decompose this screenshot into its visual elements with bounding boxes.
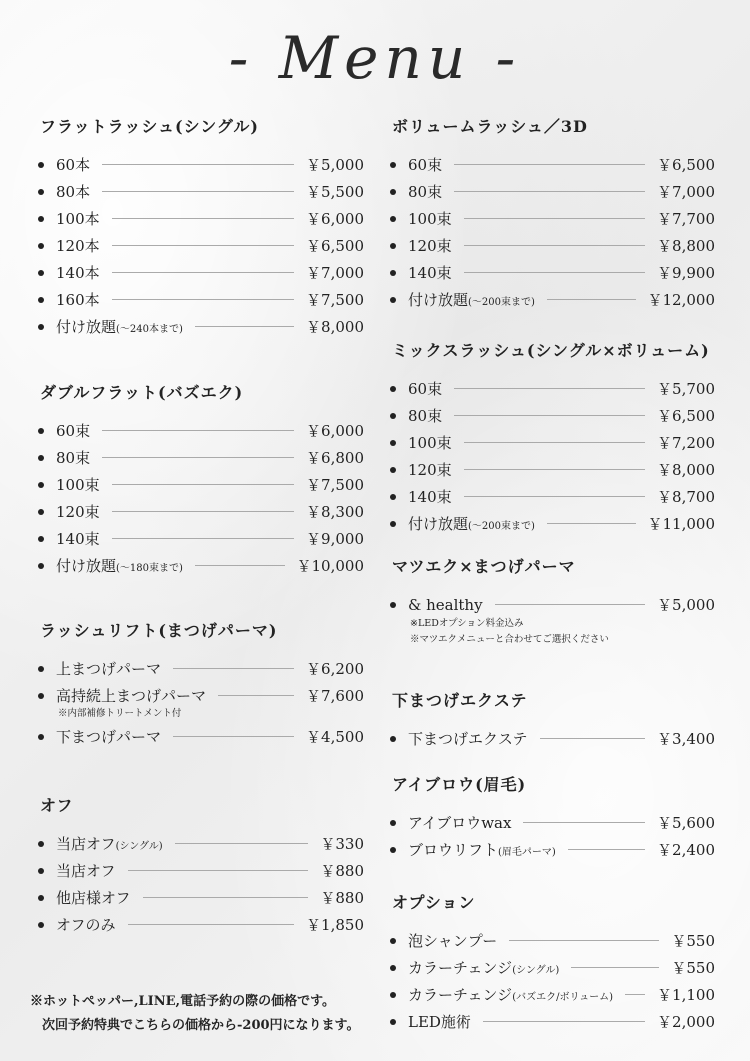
bullet-icon [38, 455, 44, 461]
item-name [56, 235, 100, 256]
item-name-text: ブロウリフト [408, 841, 499, 859]
item-name-text: 泡シャンプー [408, 932, 498, 950]
leader-line [454, 164, 645, 165]
leader-line [175, 843, 309, 844]
leader-line [218, 695, 294, 696]
item-price: ￥7,500 [306, 291, 364, 309]
item-name [56, 289, 100, 310]
menu-item [38, 525, 364, 552]
item-name [56, 833, 163, 854]
item-name-text: 120束 [408, 237, 452, 255]
leader-line [454, 191, 645, 192]
section-title: マツエク×まつげパーマ [392, 557, 576, 576]
menu-item [390, 375, 715, 402]
leader-line [464, 245, 645, 246]
bullet-icon [38, 243, 44, 249]
bullet-icon [390, 216, 396, 222]
menu-item [390, 954, 715, 981]
bullet-icon [38, 162, 44, 168]
item-name [408, 957, 559, 978]
menu-item [390, 456, 715, 483]
item-name [408, 728, 528, 749]
item-name-text: 120束 [56, 503, 100, 521]
bullet-icon [38, 270, 44, 276]
menu-item [38, 417, 364, 444]
menu-item [38, 259, 364, 286]
leader-line [483, 1021, 645, 1022]
menu-title: - Menu - [228, 24, 522, 92]
item-sub: (～200束まで) [468, 297, 535, 308]
item-price: ￥7,500 [306, 476, 364, 494]
leader-line [568, 849, 645, 850]
item-name [408, 235, 452, 256]
item-name-text: 120本 [56, 237, 100, 255]
item-name-text: 140束 [56, 530, 100, 548]
item-name-text: 140本 [56, 264, 100, 282]
section-mix [390, 338, 715, 537]
item-name-text: 100束 [408, 210, 452, 228]
item-name [56, 726, 161, 747]
item-price: ￥8,000 [657, 461, 715, 479]
leader-line [495, 604, 645, 605]
item-price: ￥7,700 [657, 210, 715, 228]
item-price: ￥2,000 [657, 1013, 715, 1031]
item-price: ￥8,300 [306, 503, 364, 521]
leader-line [464, 272, 645, 273]
bullet-icon [38, 428, 44, 434]
item-price: ￥4,500 [306, 728, 364, 746]
item-name [56, 914, 116, 935]
item-price: ￥7,000 [306, 264, 364, 282]
item-price: ￥12,000 [647, 291, 715, 309]
item-price: ￥6,500 [306, 237, 364, 255]
item-name [56, 420, 90, 441]
item-price: ￥10,000 [296, 557, 364, 575]
leader-line [128, 870, 309, 871]
item-name [56, 685, 206, 706]
section-note: ※LEDオプション料金込み [410, 618, 524, 629]
leader-line [112, 511, 294, 512]
menu-item [38, 232, 364, 259]
item-name [56, 658, 161, 679]
leader-line [102, 457, 294, 458]
menu-item [38, 830, 364, 857]
bullet-icon [38, 666, 44, 672]
menu-item [390, 286, 715, 313]
menu-item [38, 178, 364, 205]
item-name [56, 447, 90, 468]
price-footnote [30, 990, 360, 1038]
item-price: ￥5,000 [306, 156, 364, 174]
item-price: ￥8,000 [306, 318, 364, 336]
leader-line [112, 218, 294, 219]
menu-item [390, 402, 715, 429]
item-price: ￥3,400 [657, 730, 715, 748]
leader-line [112, 538, 294, 539]
section-title: 下まつげエクステ [392, 691, 528, 710]
item-name-text: 上まつげパーマ [56, 660, 162, 678]
item-price: ￥5,500 [306, 183, 364, 201]
item-price: ￥8,700 [657, 488, 715, 506]
section-double [38, 380, 364, 579]
item-price: ￥330 [320, 835, 364, 853]
item-price: ￥2,400 [657, 841, 715, 859]
item-name [56, 154, 90, 175]
item-name-text: 付け放題 [408, 515, 469, 533]
item-name [56, 181, 90, 202]
footnote-line-2: 次回予約特典でこちらの価格から-200円になります。 [42, 1018, 360, 1033]
leader-line [102, 191, 294, 192]
bullet-icon [38, 216, 44, 222]
item-name [408, 432, 452, 453]
section-volume [390, 114, 715, 313]
menu-item [38, 884, 364, 911]
leader-line [464, 496, 645, 497]
item-sub: (シングル) [512, 965, 560, 976]
section-lower [390, 688, 715, 752]
bullet-icon [390, 494, 396, 500]
item-name-text: アイブロウwax [408, 814, 512, 832]
item-name-text: 140束 [408, 264, 452, 282]
item-name-text: 当店オフ [56, 835, 116, 853]
item-price: ￥9,900 [657, 264, 715, 282]
menu-item [390, 178, 715, 205]
item-name [408, 181, 442, 202]
menu-item [38, 471, 364, 498]
item-name [56, 501, 100, 522]
bullet-icon [38, 297, 44, 303]
item-name-text: 60束 [408, 380, 443, 398]
item-price: ￥6,000 [306, 422, 364, 440]
menu-item [390, 591, 715, 618]
item-name [408, 378, 442, 399]
bullet-icon [390, 965, 396, 971]
leader-line [102, 164, 294, 165]
section-title: ミックスラッシュ(シングル×ボリューム) [392, 341, 710, 360]
item-name-text: 高持続上まつげパーマ [56, 687, 207, 705]
section-option [390, 890, 715, 1035]
item-name [408, 984, 613, 1005]
bullet-icon [390, 736, 396, 742]
leader-line [112, 272, 294, 273]
bullet-icon [390, 297, 396, 303]
leader-line [454, 388, 645, 389]
bullet-icon [390, 467, 396, 473]
bullet-icon [390, 602, 396, 608]
item-name [408, 839, 556, 860]
leader-line [547, 299, 636, 300]
item-price: ￥6,000 [306, 210, 364, 228]
leader-line [195, 326, 294, 327]
item-name [56, 528, 100, 549]
item-name-text: 120束 [408, 461, 452, 479]
item-name [408, 486, 452, 507]
item-name-text: 付け放題 [56, 318, 117, 336]
menu-item [38, 552, 364, 579]
item-sub: (シングル) [115, 841, 163, 852]
menu-item [390, 151, 715, 178]
item-sub: (～240本まで) [116, 324, 183, 335]
leader-line [112, 245, 294, 246]
item-sub: (バズエク/ボリューム) [512, 992, 614, 1003]
menu-item [390, 232, 715, 259]
menu-item [38, 857, 364, 884]
item-name [408, 289, 535, 310]
bullet-icon [38, 922, 44, 928]
menu-item [38, 911, 364, 938]
section-title: ボリュームラッシュ／3D [392, 117, 588, 136]
section-combo [390, 554, 715, 648]
item-name-text: 下まつげエクステ [408, 730, 528, 748]
menu-item [390, 510, 715, 537]
bullet-icon [390, 938, 396, 944]
item-sub: (～180束まで) [116, 563, 183, 574]
menu-item [38, 723, 364, 750]
section-lift [38, 618, 364, 750]
item-name-text: 160本 [56, 291, 100, 309]
item-price: ￥7,000 [657, 183, 715, 201]
menu-item [390, 259, 715, 286]
section-note: ※マツエクメニューと合わせてご選択ください [410, 634, 609, 645]
item-name-text: カラーチェンジ [408, 959, 513, 977]
leader-line [143, 897, 309, 898]
item-price: ￥1,850 [306, 916, 364, 934]
item-name-text: 100本 [56, 210, 100, 228]
item-price: ￥880 [320, 862, 364, 880]
menu-item [390, 927, 715, 954]
item-name [56, 262, 100, 283]
menu-item [38, 286, 364, 313]
item-name-text: 60束 [408, 156, 443, 174]
item-name [56, 887, 131, 908]
bullet-icon [390, 820, 396, 826]
item-price: ￥5,600 [657, 814, 715, 832]
item-name [56, 316, 183, 337]
item-name-text: 100束 [56, 476, 100, 494]
bullet-icon [38, 509, 44, 515]
leader-line [173, 668, 294, 669]
footnote-line-1: ※ホットペッパー,LINE,電話予約の際の価格です。 [30, 994, 336, 1009]
bullet-icon [38, 536, 44, 542]
menu-item [390, 981, 715, 1008]
leader-line [128, 924, 294, 925]
item-name-text: 60束 [56, 422, 91, 440]
item-note: ※内部補修トリートメント付 [58, 708, 182, 719]
leader-line [625, 994, 645, 995]
bullet-icon [390, 189, 396, 195]
bullet-icon [38, 895, 44, 901]
item-name-text: カラーチェンジ [408, 986, 513, 1004]
item-name [408, 208, 452, 229]
item-name-text: 60本 [56, 156, 91, 174]
item-name [56, 860, 116, 881]
item-name [408, 812, 511, 833]
item-name-text: 80束 [56, 449, 91, 467]
menu-item [38, 313, 364, 340]
leader-line [540, 738, 645, 739]
menu-item [390, 725, 715, 752]
menu-item [390, 809, 715, 836]
bullet-icon [390, 386, 396, 392]
item-name-text: 80本 [56, 183, 91, 201]
item-name-text: 付け放題 [56, 557, 117, 575]
item-name [408, 262, 452, 283]
leader-line [112, 299, 294, 300]
section-off [38, 793, 364, 938]
item-name [408, 596, 483, 614]
bullet-icon [38, 868, 44, 874]
section-title: オプション [392, 893, 476, 912]
item-name-text: 他店様オフ [56, 889, 131, 907]
item-name-text: オフのみ [56, 916, 116, 934]
bullet-icon [38, 189, 44, 195]
item-sub: (～200束まで) [468, 521, 535, 532]
item-name [408, 405, 442, 426]
bullet-icon [38, 324, 44, 330]
leader-line [454, 415, 645, 416]
item-name-text: 80束 [408, 407, 443, 425]
item-price: ￥7,200 [657, 434, 715, 452]
bullet-icon [38, 693, 44, 699]
bullet-icon [390, 521, 396, 527]
item-name-text: 当店オフ [56, 862, 116, 880]
leader-line [571, 967, 659, 968]
bullet-icon [390, 162, 396, 168]
bullet-icon [390, 992, 396, 998]
section-title: ダブルフラット(バズエク) [40, 383, 244, 402]
bullet-icon [38, 563, 44, 569]
bullet-icon [38, 482, 44, 488]
menu-item [38, 151, 364, 178]
menu-item [38, 205, 364, 232]
item-price: ￥6,500 [657, 407, 715, 425]
menu-item [390, 836, 715, 863]
item-name [408, 154, 442, 175]
item-name-text: LED施術 [408, 1013, 471, 1031]
menu-item [390, 429, 715, 456]
leader-line [112, 484, 294, 485]
section-title: ラッシュリフト(まつげパーマ) [40, 621, 278, 640]
leader-line [195, 565, 285, 566]
item-name [408, 930, 497, 951]
section-title: アイブロウ(眉毛) [392, 775, 527, 794]
item-name-text: & healthy [408, 595, 483, 614]
item-name [408, 459, 452, 480]
item-name [56, 474, 100, 495]
section-flat [38, 114, 364, 340]
item-name-text: 付け放題 [408, 291, 469, 309]
item-price: ￥6,500 [657, 156, 715, 174]
leader-line [464, 442, 645, 443]
bullet-icon [38, 841, 44, 847]
bullet-icon [390, 1019, 396, 1025]
item-name [408, 513, 535, 534]
menu-item [38, 655, 364, 682]
menu-item [38, 498, 364, 525]
bullet-icon [390, 440, 396, 446]
menu-item [390, 1008, 715, 1035]
item-price: ￥1,100 [657, 986, 715, 1004]
bullet-icon [390, 243, 396, 249]
leader-line [173, 736, 294, 737]
item-price: ￥11,000 [647, 515, 715, 533]
leader-line [509, 940, 659, 941]
item-name-text: 100束 [408, 434, 452, 452]
item-price: ￥7,600 [306, 687, 364, 705]
item-name [408, 1011, 471, 1032]
item-price: ￥9,000 [306, 530, 364, 548]
section-title: オフ [40, 796, 74, 815]
section-brow [390, 772, 715, 863]
bullet-icon [390, 847, 396, 853]
item-price: ￥6,800 [306, 449, 364, 467]
item-price: ￥550 [671, 959, 715, 977]
item-price: ￥550 [671, 932, 715, 950]
menu-item [390, 205, 715, 232]
section-title: フラットラッシュ(シングル) [40, 117, 259, 136]
leader-line [464, 469, 645, 470]
bullet-icon [390, 270, 396, 276]
item-price: ￥5,700 [657, 380, 715, 398]
menu-item [390, 483, 715, 510]
item-price: ￥5,000 [657, 596, 715, 614]
item-name-text: 下まつげパーマ [56, 728, 162, 746]
leader-line [547, 523, 636, 524]
item-name [56, 208, 100, 229]
item-price: ￥8,800 [657, 237, 715, 255]
leader-line [523, 822, 645, 823]
leader-line [102, 430, 294, 431]
leader-line [464, 218, 645, 219]
bullet-icon [38, 734, 44, 740]
item-name-text: 140束 [408, 488, 452, 506]
item-name [56, 555, 183, 576]
item-sub: (眉毛パーマ) [498, 847, 556, 858]
item-name-text: 80束 [408, 183, 443, 201]
item-price: ￥880 [320, 889, 364, 907]
menu-item [38, 444, 364, 471]
item-price: ￥6,200 [306, 660, 364, 678]
bullet-icon [390, 413, 396, 419]
